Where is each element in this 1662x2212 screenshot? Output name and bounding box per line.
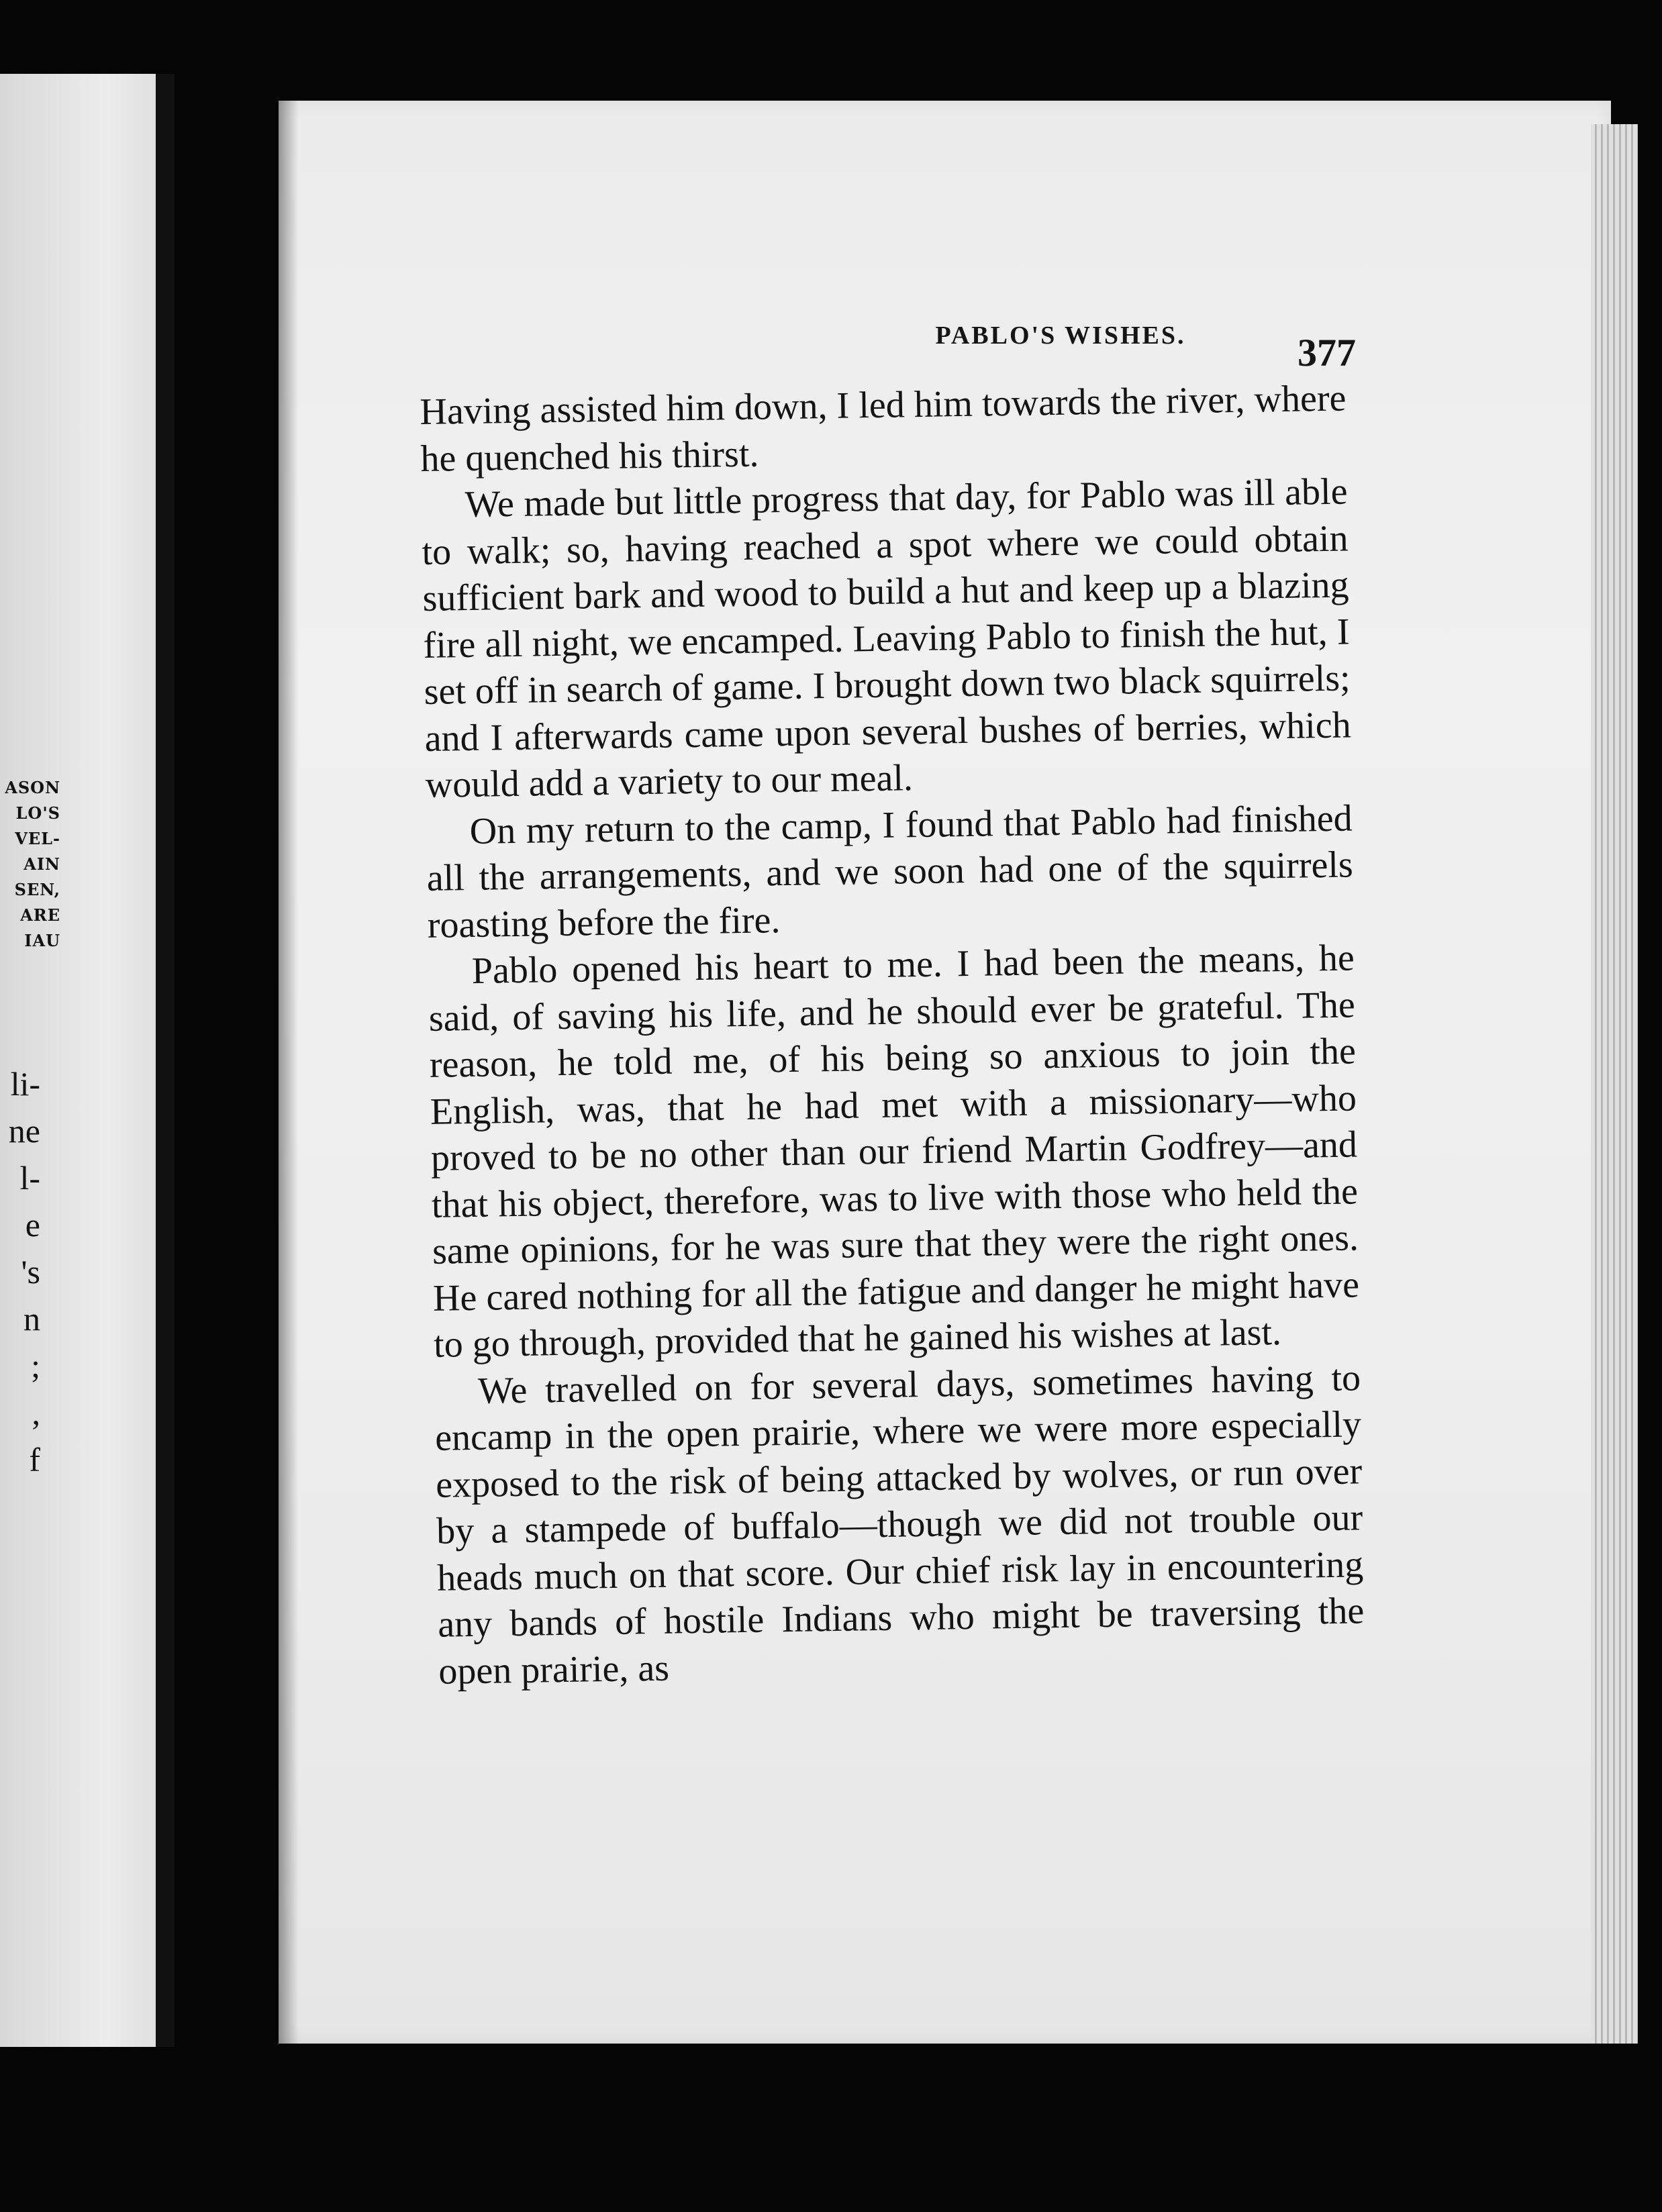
fragment-line: n (23, 1300, 40, 1338)
sidenote-line: VEL- (15, 829, 60, 848)
fragment-line: f (29, 1441, 40, 1478)
cropped-sidenote (0, 775, 60, 954)
sidenote-line: AIN (23, 854, 60, 874)
sidenote-line: ASON (5, 778, 60, 797)
paragraph: Pablo opened his heart to me. I had been the means, he said, of saving his life, and he should ever be grateful. The reason, he told me, of his being so anxious to join the English, was, that he had met with a missionary—who proved to be no other than our friend Martin Godfrey—and that his object, therefore, was to live with those who held the same opinions, for he was sure that they were the right ones. He cared nothing for all the fatigue and danger he might have to go through, provided that he gained his wishes at last. (428, 937, 1360, 1366)
paragraph: On my return to the camp, I found that Pablo had finished all the arrangements, and we soon had one of the squirrels roasting before the fire. (426, 797, 1354, 946)
cropped-text-fragment (0, 1060, 40, 1483)
facing-page-fragment (0, 74, 175, 2047)
running-header: PABLO'S WISHES. (935, 321, 1186, 350)
page-number: 377 (1298, 331, 1356, 374)
paragraph: We travelled on for several days, sometimes having to encamp in the open prairie, where we were more especially exposed to the risk of being attacked by wolves, or run over by a stampede of buffalo—though we did not trouble our heads much on that score. Our chief risk lay in encountering any bands of hostile Indians who might be traversing the open prairie, as (434, 1356, 1365, 1693)
fragment-line: ; (31, 1347, 40, 1385)
paragraph: Having assisted him down, I led him towards the river, where he quenched his thirst. (420, 377, 1347, 480)
fragment-line: e (25, 1206, 40, 1244)
sidenote-line: IAU (24, 931, 60, 950)
book-gutter (156, 74, 175, 2047)
sidenote-line: ARE (20, 905, 60, 925)
fragment-line: li- (10, 1065, 40, 1103)
fragment-line: ne (8, 1112, 40, 1150)
sidenote-line: SEN, (14, 880, 60, 899)
sidenote-line: LO'S (15, 803, 60, 823)
spine-shadow (279, 101, 299, 2044)
page-body (420, 376, 1365, 1695)
page-edges (1591, 124, 1638, 2044)
fragment-line: 's (21, 1253, 40, 1291)
paragraph: We made but little progress that day, for Pablo was ill able to walk; so, having reached a spot where we could obtain sufficient bark and wood to build a hut and keep up a blazing fire all night, we encamped. Leaving Pablo to finish the hut, I set off in search of game. I brought down two black squirrels; and I afterwards came upon several bushes of berries, which would add a variety to our meal. (422, 470, 1352, 806)
fragment-line: , (32, 1394, 40, 1431)
fragment-line: l- (19, 1159, 40, 1197)
